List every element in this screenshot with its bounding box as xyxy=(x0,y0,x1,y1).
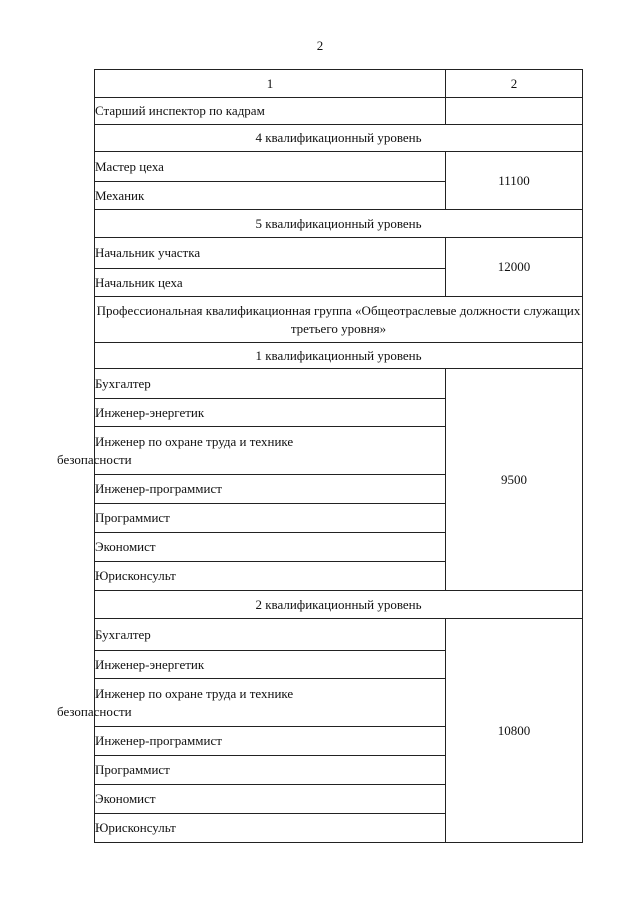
position-cell: Инженер-программист xyxy=(95,475,446,504)
table-header-row xyxy=(95,70,583,98)
position-cell xyxy=(57,427,446,475)
position-cell: Инженер-программист xyxy=(95,727,446,756)
table-row xyxy=(95,619,583,651)
position-line: Инженер по охране труда и технике xyxy=(95,433,294,449)
position-cell: Бухгалтер xyxy=(95,369,446,399)
salary-cell: 9500 xyxy=(446,369,583,591)
position-cell: Начальник цеха xyxy=(95,269,446,297)
table-row xyxy=(95,369,583,399)
level-row xyxy=(95,591,583,619)
position-cell: Юрисконсульт xyxy=(95,814,446,843)
column-header-1: 1 xyxy=(95,70,446,98)
salary-cell-empty xyxy=(446,98,583,125)
position-cell: Старший инспектор по кадрам xyxy=(95,98,446,125)
position-cell: Экономист xyxy=(95,533,446,562)
position-cell: Бухгалтер xyxy=(95,619,446,651)
page-number: 2 xyxy=(316,38,324,53)
position-cell: Начальник участка xyxy=(95,238,446,269)
position-cell: Мастер цеха xyxy=(95,152,446,182)
position-line: безопасности xyxy=(57,703,132,719)
level-row xyxy=(95,125,583,152)
salary-table xyxy=(57,69,583,843)
qualification-level-heading: 2 квалификационный уровень xyxy=(95,591,583,619)
salary-cell: 11100 xyxy=(446,152,583,210)
table-row xyxy=(95,152,583,182)
position-cell xyxy=(57,679,446,727)
position-cell: Юрисконсульт xyxy=(95,562,446,591)
position-cell: Механик xyxy=(95,182,446,210)
level-row xyxy=(95,210,583,238)
salary-cell: 10800 xyxy=(446,619,583,843)
qualification-level-heading: 5 квалификационный уровень xyxy=(95,210,583,238)
position-cell: Экономист xyxy=(95,785,446,814)
table-row xyxy=(95,238,583,269)
position-line: безопасности xyxy=(57,451,132,467)
qualification-level-heading: 1 квалификационный уровень xyxy=(95,343,583,369)
salary-cell: 12000 xyxy=(446,238,583,297)
qualification-level-heading: 4 квалификационный уровень xyxy=(95,125,583,152)
position-cell: Инженер-энергетик xyxy=(95,651,446,679)
column-header-2: 2 xyxy=(446,70,583,98)
position-cell: Программист xyxy=(95,756,446,785)
level-row xyxy=(95,343,583,369)
group-row xyxy=(95,297,583,343)
position-cell: Программист xyxy=(95,504,446,533)
position-cell: Инженер-энергетик xyxy=(95,399,446,427)
table-row xyxy=(95,98,583,125)
qualification-group-heading: Профессиональная квалификационная группа «Общеотраслевые должности служащих третьего уровня» xyxy=(95,297,583,343)
position-line: Инженер по охране труда и технике xyxy=(95,685,294,701)
